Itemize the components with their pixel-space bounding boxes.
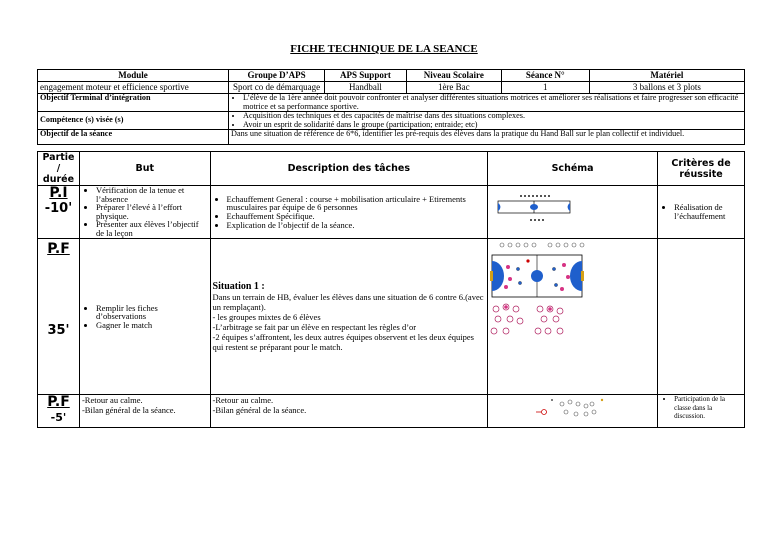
ball xyxy=(526,259,529,262)
but-line: -Retour au calme. xyxy=(81,395,143,405)
materiel-header: Matériel xyxy=(589,70,744,82)
partie-code: P.I xyxy=(49,185,68,201)
partie-cell xyxy=(38,395,80,428)
niveau-value: 1ère Bac xyxy=(406,82,501,94)
but-cell xyxy=(79,239,210,395)
criteres-cell xyxy=(658,395,745,428)
criteres-cell xyxy=(658,239,745,395)
substitutes-top xyxy=(500,243,584,247)
situation-line: - les groupes mixtes de 6 élèves xyxy=(212,312,321,322)
page-title: FICHE TECHNIQUE DE LA SEANCE xyxy=(290,43,478,55)
competence-item: • Acquisition des techniques et des capacités de maîtrise dans des situations complexes. xyxy=(243,112,742,121)
objectif-terminal-text: • L’élève de la 1ère année doit pouvoir confronter et analyser différentes situations motrices et améliorer ses réalisations et faire progresser son efficacité motrice et sa performance sportive. xyxy=(243,94,742,111)
aps-value: Handball xyxy=(325,82,407,94)
objectif-seance-text: Dans une situation de référence de 6*6, identifier les pré-requis des élèves dans la pratique du Hand Ball sur le plan collectif et individuel. xyxy=(229,130,745,145)
schema-header: Schéma xyxy=(488,152,658,186)
situation-line: -L’arbitrage se fait par un élève en respectant les règles d’or xyxy=(212,322,417,332)
cooldown-diagram xyxy=(488,396,657,424)
table-row xyxy=(38,395,745,428)
list-item: • Réalisation de l’échauffement xyxy=(674,203,742,220)
objectif-seance-label: Objectif de la séance xyxy=(38,130,229,145)
but-cell xyxy=(79,186,210,239)
situation-line: Dans un terrain de HB, évaluer les élèves dans une situation de 6 contre 6.(avec un remplaçant). xyxy=(212,292,484,312)
list-item: • Présenter aux élèves l’objectif de la leçon xyxy=(96,220,208,237)
goal-right xyxy=(581,271,584,281)
session-header-row xyxy=(38,152,745,186)
module-header: Module xyxy=(38,70,229,82)
description-line: -Retour au calme. xyxy=(212,395,274,405)
description-line: -Bilan général de la séance. xyxy=(212,405,307,415)
goal-left xyxy=(490,271,493,281)
partie-header: Partie / durée xyxy=(38,152,80,186)
partie-cell xyxy=(38,186,80,239)
ball xyxy=(551,399,553,401)
criteres-cell xyxy=(658,186,745,239)
list-item: • Echauffement Spécifique. xyxy=(227,212,486,221)
warmup-field-diagram xyxy=(488,191,657,231)
groupe-value: Sport co de démarquage xyxy=(229,82,325,94)
ball xyxy=(601,399,603,401)
competences-row xyxy=(38,112,745,130)
schema-cell xyxy=(488,186,658,239)
but-cell xyxy=(79,395,210,428)
list-item: • Vérification de la tenue et l’absence xyxy=(96,186,208,203)
list-item: • Participation de la classe dans la discussion. xyxy=(674,395,742,421)
info-table xyxy=(37,69,745,145)
competences-label: Compétence (s) visée (s) xyxy=(38,112,229,130)
observers-highlight xyxy=(504,305,552,311)
observers-group xyxy=(491,304,563,334)
module-value: engagement moteur et efficience sportive xyxy=(38,82,229,94)
goal-area-right xyxy=(568,203,570,211)
list-item: • Explication de l’objectif de la séance. xyxy=(227,221,486,230)
list-item: • Remplir les fiches d’observations xyxy=(96,304,208,321)
seance-value: 1 xyxy=(501,82,589,94)
description-header: Description des tâches xyxy=(210,152,488,186)
list-item: • Préparer l’élevé à l’effort physique. xyxy=(96,203,208,220)
niveau-header: Niveau Scolaire xyxy=(406,70,501,82)
seance-header: Séance N° xyxy=(501,70,589,82)
partie-duration: -5' xyxy=(50,411,67,424)
partie-duration: -10' xyxy=(44,201,73,216)
center-circle xyxy=(531,270,543,282)
criteres-header: Critères de réussite xyxy=(658,152,745,186)
objectif-terminal-row xyxy=(38,94,745,112)
aps-header: APS Support xyxy=(325,70,407,82)
materiel-value: 3 ballons et 3 plots xyxy=(589,82,744,94)
table-row xyxy=(38,186,745,239)
info-header-row xyxy=(38,70,745,82)
objectif-terminal-cell xyxy=(229,94,745,112)
partie-code: P.F xyxy=(47,394,70,410)
list-item: • Echauffement General : course + mobilisation articulaire + Etirements musculaires par équipe de 6 personnes xyxy=(227,195,486,212)
list-item: • Gagner le match xyxy=(96,321,208,330)
objectif-terminal-label: Objectif Terminal d’intégration xyxy=(38,94,229,112)
description-cell xyxy=(210,186,488,239)
schema-cell xyxy=(488,239,658,395)
players-circle xyxy=(560,400,596,416)
competences-cell xyxy=(229,112,745,130)
table-row xyxy=(38,239,745,395)
goal-area-left xyxy=(498,203,500,211)
info-value-row xyxy=(38,82,745,94)
but-header: But xyxy=(79,152,210,186)
situation-line: -2 équipes s’affrontent, les deux autres équipes observent et les deux équipes qui restent se préparant pour le match. xyxy=(212,332,474,352)
session-table xyxy=(37,151,745,428)
description-cell xyxy=(210,395,488,428)
situation-title: Situation 1 : xyxy=(212,281,265,292)
competence-item: • Avoir un esprit de solidarité dans le groupe (participation; entraide; etc) xyxy=(243,121,742,130)
objectif-seance-row xyxy=(38,130,745,145)
description-cell xyxy=(210,239,488,395)
partie-duration: 35' xyxy=(47,323,70,338)
coach-marker xyxy=(536,410,547,415)
match-field-diagram xyxy=(488,239,657,392)
groupe-header: Groupe D’APS xyxy=(229,70,325,82)
partie-code: P.F xyxy=(47,241,70,257)
center-circle xyxy=(530,204,538,210)
schema-cell xyxy=(488,395,658,428)
but-line: -Bilan général de la séance. xyxy=(81,405,176,415)
partie-cell xyxy=(38,239,80,395)
